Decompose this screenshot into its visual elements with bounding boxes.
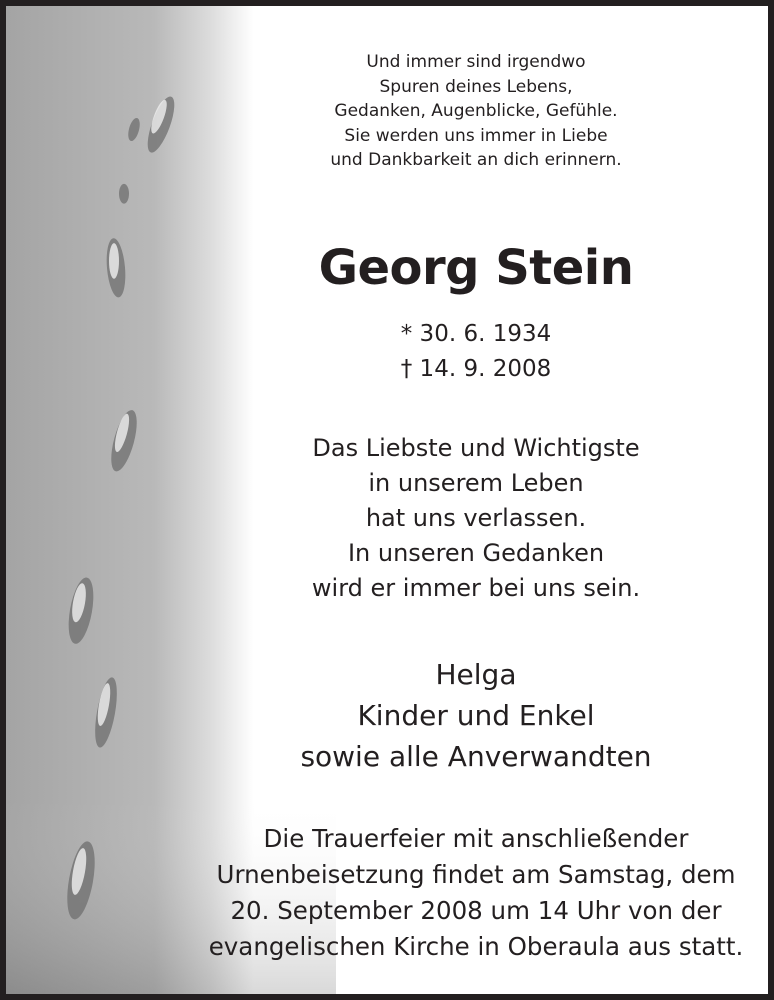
funeral-line: evangelischen Kirche in Oberaula aus statt. xyxy=(208,932,744,961)
poem-line: Gedanken, Augenblicke, Gefühle. xyxy=(334,101,618,121)
memorial-line: in unserem Leben xyxy=(368,469,584,497)
memorial-line: wird er immer bei uns sein. xyxy=(311,574,641,602)
poem-line: und Dankbarkeit an dich erinnern. xyxy=(330,150,622,170)
birth-date: * 30. 6. 1934 xyxy=(400,321,552,347)
memorial-line: In unseren Gedanken xyxy=(347,539,605,567)
funeral-line: 20. September 2008 um 14 Uhr von der xyxy=(230,896,722,925)
poem-line: Sie werden uns immer in Liebe xyxy=(344,125,608,146)
memorial-text xyxy=(246,431,706,606)
life-dates xyxy=(246,317,706,387)
memorial-line: Das Liebste und Wichtigste xyxy=(312,434,640,462)
mourners xyxy=(246,654,706,777)
mourner-line: Helga xyxy=(435,658,517,691)
mourner-line: sowie alle Anverwandten xyxy=(300,740,652,773)
funeral-notice xyxy=(196,821,756,965)
poem-line: Und immer sind irgendwo xyxy=(366,52,586,72)
poem-line: Spuren deines Lebens, xyxy=(379,76,573,97)
deceased-name: Georg Stein xyxy=(318,240,634,296)
opening-poem xyxy=(246,50,706,173)
memorial-line: hat uns verlassen. xyxy=(365,504,587,532)
mourner-line: Kinder und Enkel xyxy=(357,699,595,732)
death-date: † 14. 9. 2008 xyxy=(400,356,552,382)
funeral-line: Urnenbeisetzung findet am Samstag, dem xyxy=(216,860,736,889)
funeral-line: Die Trauerfeier mit anschließender xyxy=(263,824,689,853)
